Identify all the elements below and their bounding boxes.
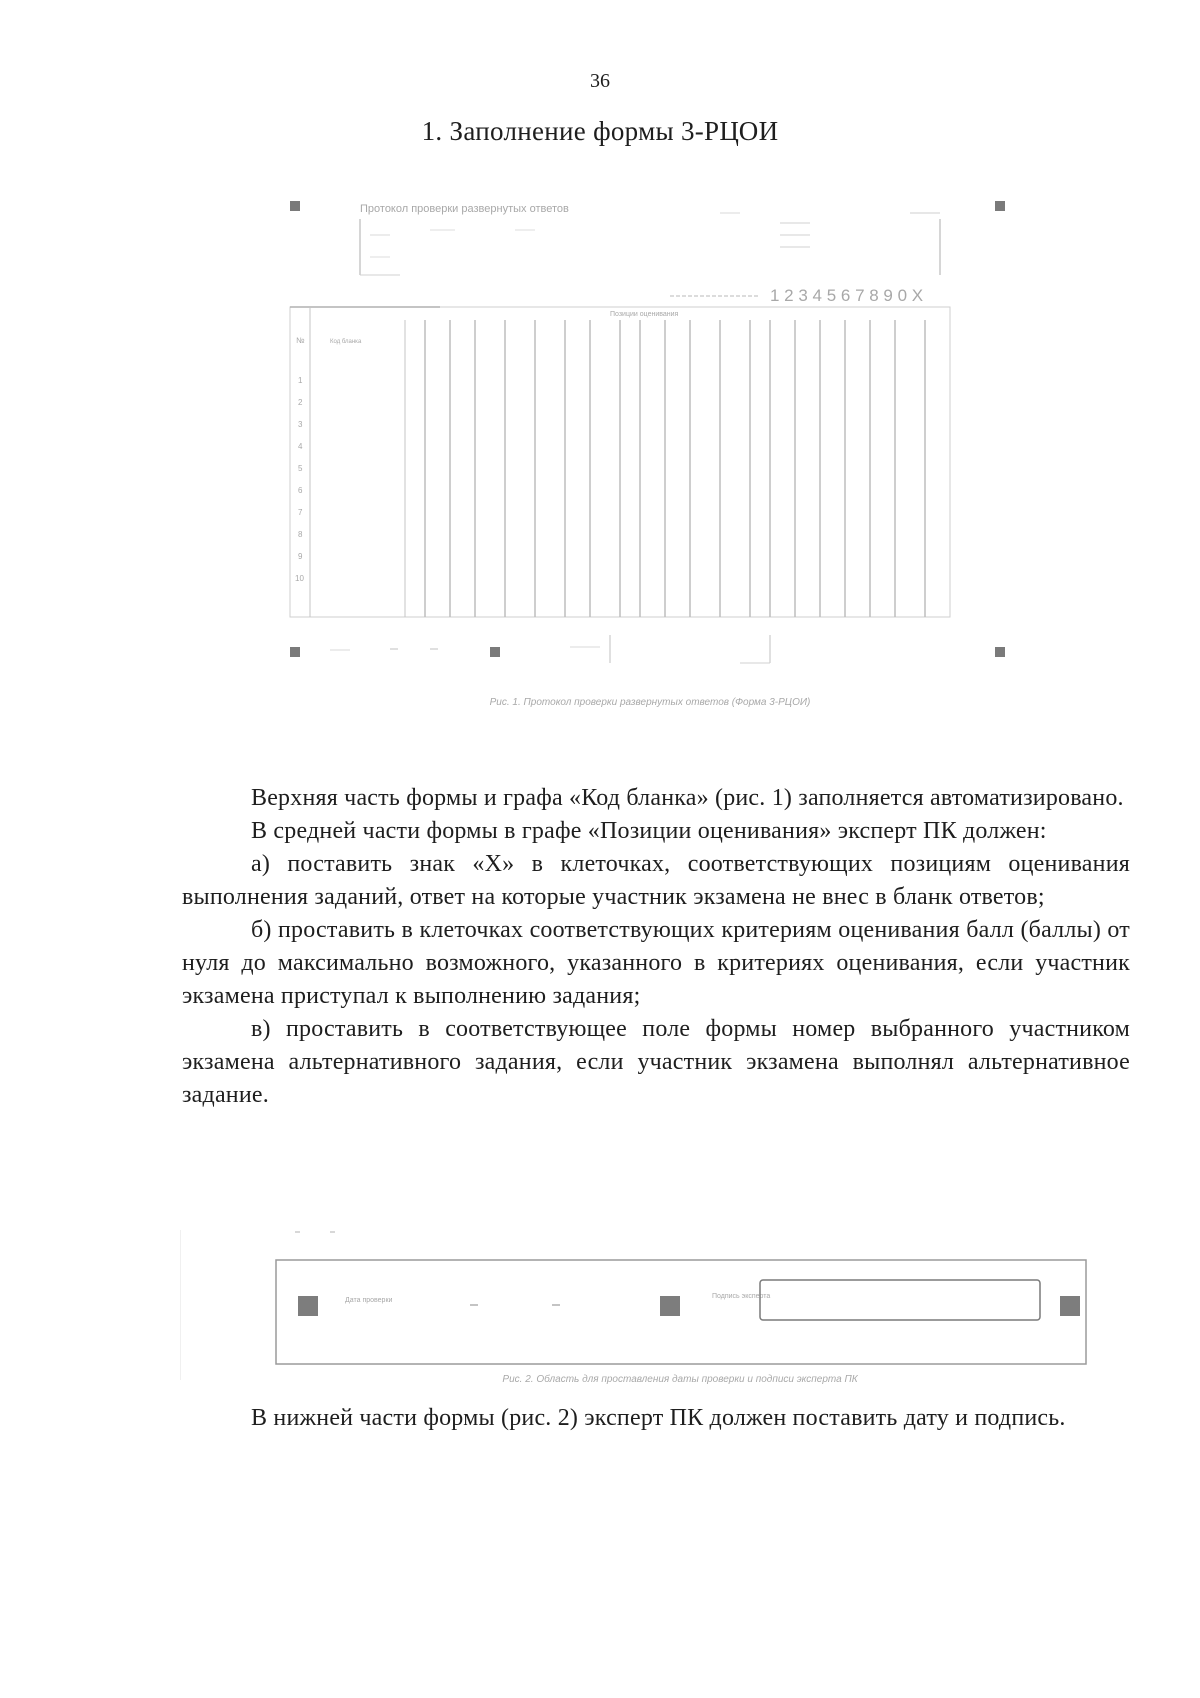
instructions-text <box>182 782 1130 1112</box>
svg-text:2: 2 <box>298 398 303 407</box>
page-number: 36 <box>590 70 610 92</box>
signature-field <box>760 1280 1040 1320</box>
registration-mark <box>290 647 300 657</box>
svg-text:7: 7 <box>298 508 303 517</box>
paragraph: В нижней части формы (рис. 2) эксперт ПК должен поставить дату и подпись. <box>251 1405 1066 1431</box>
form-3rcoi-figure <box>280 195 1020 715</box>
paragraph: Верхняя часть формы и графа «Код бланка» (рис. 1) заполняется автоматизировано. <box>251 785 1124 811</box>
registration-mark <box>995 201 1005 211</box>
positions-title: Позиции оценивания <box>610 311 679 318</box>
svg-text:9: 9 <box>298 552 303 561</box>
svg-text:1: 1 <box>298 376 303 385</box>
paragraph: В средней части формы в графе «Позиции оценивания» эксперт ПК должен: <box>251 818 1047 844</box>
form-code-digits: 1 2 3 4 5 6 7 8 9 0 X <box>770 286 924 305</box>
svg-text:10: 10 <box>295 574 304 583</box>
column-number: № <box>296 336 305 345</box>
signature-label: Подпись эксперта <box>712 1293 771 1300</box>
section-heading: 1. Заполнение формы 3-РЦОИ <box>421 116 779 146</box>
figure-1-caption: Рис. 1. Протокол проверки развернутых ответов (Форма 3-РЦОИ) <box>489 697 811 708</box>
registration-mark <box>490 647 500 657</box>
figure-2-caption: Рис. 2. Область для проставления даты проверки и подписи эксперта ПК <box>502 1374 858 1385</box>
signature-area-figure <box>180 1230 1110 1400</box>
svg-text:6: 6 <box>298 486 303 495</box>
date-label: Дата проверки <box>345 1297 393 1304</box>
form-title: Протокол проверки развернутых ответов <box>360 203 569 215</box>
final-text <box>182 1402 1130 1435</box>
svg-text:3: 3 <box>298 420 303 429</box>
position-columns <box>425 320 925 617</box>
list-item-a: а) поставить знак «X» в клеточках, соответствующих позициям оценивания выполнения заданий, ответ на которые участник экзамена не внес в бланк ответов; <box>182 851 1130 910</box>
registration-mark <box>290 201 300 211</box>
svg-text:5: 5 <box>298 464 303 473</box>
registration-mark <box>1060 1296 1080 1316</box>
list-item-c: в) проставить в соответствующее поле формы номер выбранного участником экзамена альтернативного задания, если участник экзамена выполнял альтернативное задание. <box>182 1016 1130 1108</box>
registration-mark <box>995 647 1005 657</box>
row-numbers <box>295 376 304 583</box>
registration-mark <box>298 1296 318 1316</box>
column-code: Код бланка <box>330 339 362 345</box>
svg-text:8: 8 <box>298 530 303 539</box>
registration-mark <box>660 1296 680 1316</box>
svg-text:4: 4 <box>298 442 303 451</box>
list-item-b: б) проставить в клеточках соответствующих критериям оценивания балл (баллы) от нуля до максимально возможного, указанного в критериях оценивания, если участник экзамена приступал к выполнению задания; <box>182 917 1130 1009</box>
